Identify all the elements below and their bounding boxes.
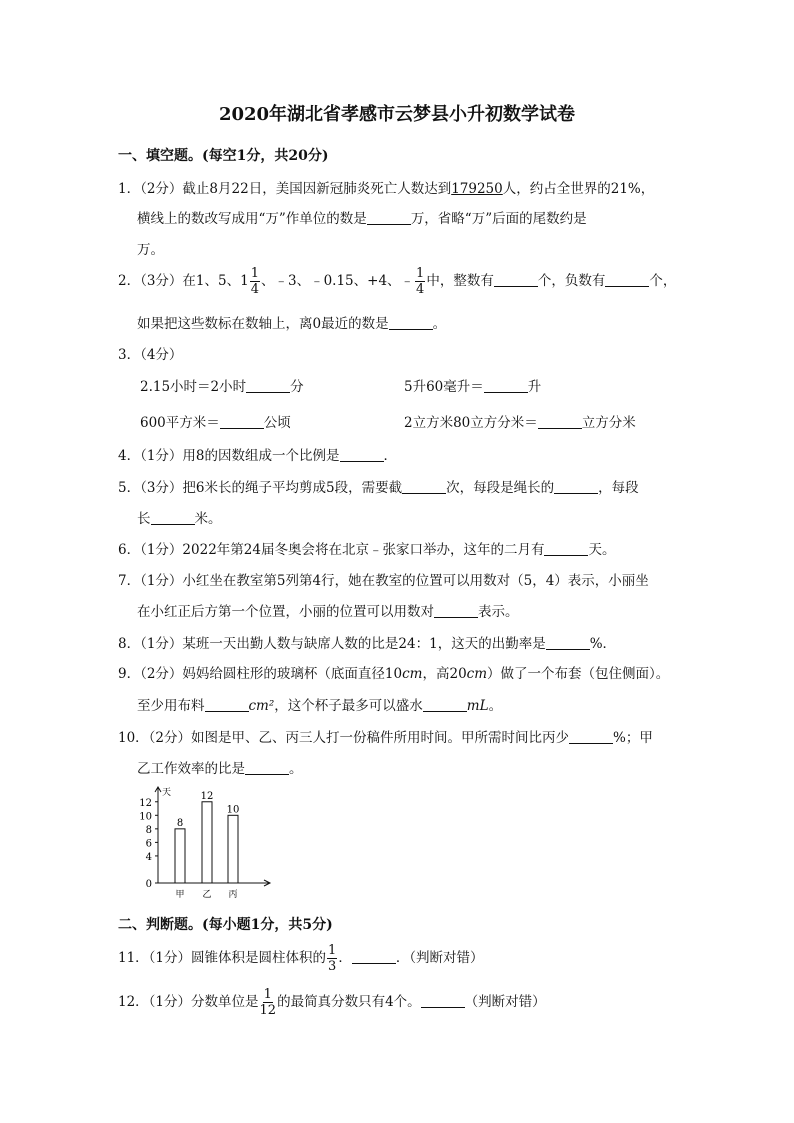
q9-text-g: 。 <box>488 698 503 714</box>
fraction-numerator: 1 <box>416 266 425 281</box>
answer-blank[interactable] <box>605 272 649 287</box>
bar-value-label: 10 <box>226 804 240 816</box>
y-tick-label: 0 <box>145 879 152 890</box>
question-3-item-4 <box>404 411 636 431</box>
q3-r2a: 600平方米＝ <box>140 415 220 431</box>
q9-unit-ml: mL <box>466 698 489 714</box>
q12-text-a: 12．（1分）分数单位是 <box>118 994 259 1010</box>
answer-blank[interactable] <box>484 378 528 393</box>
fraction <box>260 987 277 1018</box>
question-1-line-3 <box>137 238 164 258</box>
answer-blank[interactable] <box>402 479 446 494</box>
question-2-line-1 <box>118 266 676 297</box>
q5-text-d: 长 <box>137 511 151 527</box>
question-1-line-1 <box>118 177 654 197</box>
answer-blank[interactable] <box>220 414 264 429</box>
bar <box>202 802 212 883</box>
q11-text-c: ．（判断对错） <box>395 950 484 966</box>
q2-text-e: 个， <box>649 273 677 289</box>
answer-blank[interactable] <box>367 210 411 225</box>
bar-chart <box>130 786 280 904</box>
fraction-numerator: 1 <box>263 987 272 1002</box>
bar-value-label: 12 <box>200 790 214 802</box>
q3-r1a: 2.15小时＝2小时 <box>140 379 247 395</box>
q8-text-a: 8．（1分）某班一天出勤人数与缺席人数的比是24：1，这天的出勤率是 <box>118 636 546 652</box>
answer-blank[interactable] <box>421 993 465 1008</box>
q8-text-b: %． <box>589 636 617 652</box>
q10-text-a: 10．（2分）如图是甲、乙、丙三人打一份稿件所用时间。甲所需时间比丙少 <box>118 730 570 746</box>
answer-blank[interactable] <box>569 729 613 744</box>
q2-text-f: 如果把这些数标在数轴上，离0最近的数是 <box>137 316 389 332</box>
answer-blank[interactable] <box>151 510 195 525</box>
q5-text-a: 5．（3分）把6米长的绳子平均剪成5段，需要截 <box>118 480 403 496</box>
answer-blank[interactable] <box>340 447 384 462</box>
answer-blank[interactable] <box>389 315 433 330</box>
answer-blank[interactable] <box>205 697 249 712</box>
question-11 <box>118 943 484 974</box>
q6-text-b: 天。 <box>588 542 616 558</box>
answer-blank[interactable] <box>245 760 289 775</box>
question-9-line-1 <box>118 662 669 682</box>
q3-r2c: 2立方米80立方分米＝ <box>404 415 538 431</box>
q7-text-b: 在小红正后方第一个位置，小丽的位置可以用数对 <box>137 604 434 620</box>
fraction-denominator: 4 <box>250 282 259 297</box>
y-tick-label: 4 <box>145 851 152 863</box>
q12-text-c: （判断对错） <box>464 994 546 1010</box>
answer-blank[interactable] <box>554 479 598 494</box>
q5-text-c: ，每段 <box>598 480 639 496</box>
q3-r1c: 5升60毫升＝ <box>404 379 484 395</box>
question-3-item-3 <box>140 411 291 431</box>
answer-blank[interactable] <box>434 603 478 618</box>
question-3-item-2 <box>404 375 541 395</box>
q7-text-c: 表示。 <box>478 604 519 620</box>
question-1-line-2 <box>137 207 587 227</box>
q12-text-b: 的最简真分数只有4个。 <box>277 994 421 1010</box>
q1-text-e: 万。 <box>137 242 164 258</box>
answer-blank[interactable] <box>246 378 290 393</box>
q11-text-b: ． <box>338 950 352 966</box>
q9-text-f: ，这个杯子最多可以盛水 <box>274 698 423 714</box>
x-tick-label: 乙 <box>202 890 212 900</box>
answer-blank[interactable] <box>494 272 538 287</box>
y-axis-label: 天 <box>162 788 172 798</box>
q9-text-a: 9．（2分）妈妈给圆柱形的玻璃杯（底面直径10 <box>118 666 403 682</box>
q9-unit-cm: cm <box>402 666 423 682</box>
fraction-numerator: 1 <box>250 266 259 281</box>
question-8 <box>118 632 616 652</box>
answer-blank[interactable] <box>544 541 588 556</box>
q10-text-c: 乙工作效率的比是 <box>137 761 245 777</box>
q1-text-a: 1．（2分）截止8月22日，美国因新冠肺炎死亡人数达到 <box>118 181 452 197</box>
question-4 <box>118 444 397 464</box>
fraction <box>250 266 260 297</box>
q1-text-c: 横线上的数改写成用“万”作单位的数是 <box>137 211 367 227</box>
question-5-line-2 <box>137 507 222 527</box>
q1-number: 179250 <box>451 181 503 197</box>
q2-text-d: 个，负数有 <box>537 273 606 289</box>
question-3-item-1 <box>140 375 304 395</box>
q3-r1b: 分 <box>290 379 304 395</box>
fraction <box>415 266 425 297</box>
fraction <box>327 943 337 974</box>
q9-text-c: ）做了一个布套（包住侧面）。 <box>487 666 670 682</box>
y-tick-label: 6 <box>145 838 152 850</box>
q5-text-b: 次，每段是绳长的 <box>446 480 555 496</box>
y-tick-label: 10 <box>139 811 152 823</box>
question-7-line-2 <box>137 600 519 620</box>
bar <box>175 829 185 883</box>
q11-text-a: 11．（1分）圆锥体积是圆柱体积的 <box>118 950 327 966</box>
q3-r2b: 公顷 <box>263 415 291 431</box>
question-10-line-2 <box>137 757 303 777</box>
fraction-denominator: 12 <box>259 1003 277 1018</box>
y-tick-label: 8 <box>145 824 152 836</box>
question-7-line-1: 7．（1分）小红坐在教室第5列第4行，她在教室的位置可以用数对（5，4）表示，小丽坐 <box>118 573 649 589</box>
question-6 <box>118 538 615 558</box>
q2-text-b: 、﹣3、﹣0.15、+4、﹣ <box>260 273 415 289</box>
x-tick-label: 丙 <box>228 890 238 900</box>
page-title: 2020年湖北省孝感市云梦县小升初数学试卷 <box>218 104 576 125</box>
q4-text-a: 4．（1分）用8的因数组成一个比例是 <box>118 448 340 464</box>
fraction-denominator: 4 <box>416 282 425 297</box>
question-5-line-1 <box>118 476 639 496</box>
q6-text-a: 6．（1分）2022年第24届冬奥会将在北京﹣张家口举办，这年的二月有 <box>118 542 545 558</box>
q1-text-d: 万，省略“万”后面的尾数约是 <box>410 211 587 227</box>
question-12 <box>118 987 546 1018</box>
section-heading-true-false: 二、判断题。(每小题1分，共5分) <box>118 917 333 933</box>
question-9-line-2 <box>137 694 502 714</box>
bar-value-label: 8 <box>176 817 184 829</box>
q9-unit-cm: cm <box>466 666 488 682</box>
question-2-line-2 <box>137 312 446 332</box>
question-3-header: 3．（4分） <box>118 347 183 363</box>
section-heading-fill-blank: 一、填空题。(每空1分，共20分) <box>118 148 329 164</box>
fraction-numerator: 1 <box>328 943 337 958</box>
answer-blank[interactable] <box>352 949 396 964</box>
x-tick-label: 甲 <box>175 890 185 900</box>
answer-blank[interactable] <box>546 635 590 650</box>
bar <box>228 815 238 883</box>
q5-text-e: 米。 <box>194 511 222 527</box>
q3-r2d: 立方分米 <box>581 415 636 431</box>
y-tick-label: 12 <box>139 797 152 809</box>
q9-text-d: 至少用布料 <box>137 698 205 714</box>
q3-r1d: 升 <box>527 379 542 395</box>
q2-text-g: 。 <box>432 316 447 332</box>
q2-text-a: 2．（3分）在1、5、1 <box>118 273 249 289</box>
q1-text-b: 人，约占全世界的21%， <box>502 181 655 197</box>
fraction-denominator: 3 <box>328 959 337 974</box>
q9-unit-cm2: cm² <box>248 698 275 714</box>
q10-text-b: %；甲 <box>613 730 653 746</box>
question-10-line-1 <box>118 726 653 746</box>
q10-text-d: 。 <box>289 761 303 777</box>
answer-blank[interactable] <box>423 697 467 712</box>
q4-text-b: ． <box>383 448 398 464</box>
q2-text-c: 中，整数有 <box>426 273 494 289</box>
q9-text-b: ，高20 <box>422 666 467 682</box>
answer-blank[interactable] <box>538 414 582 429</box>
